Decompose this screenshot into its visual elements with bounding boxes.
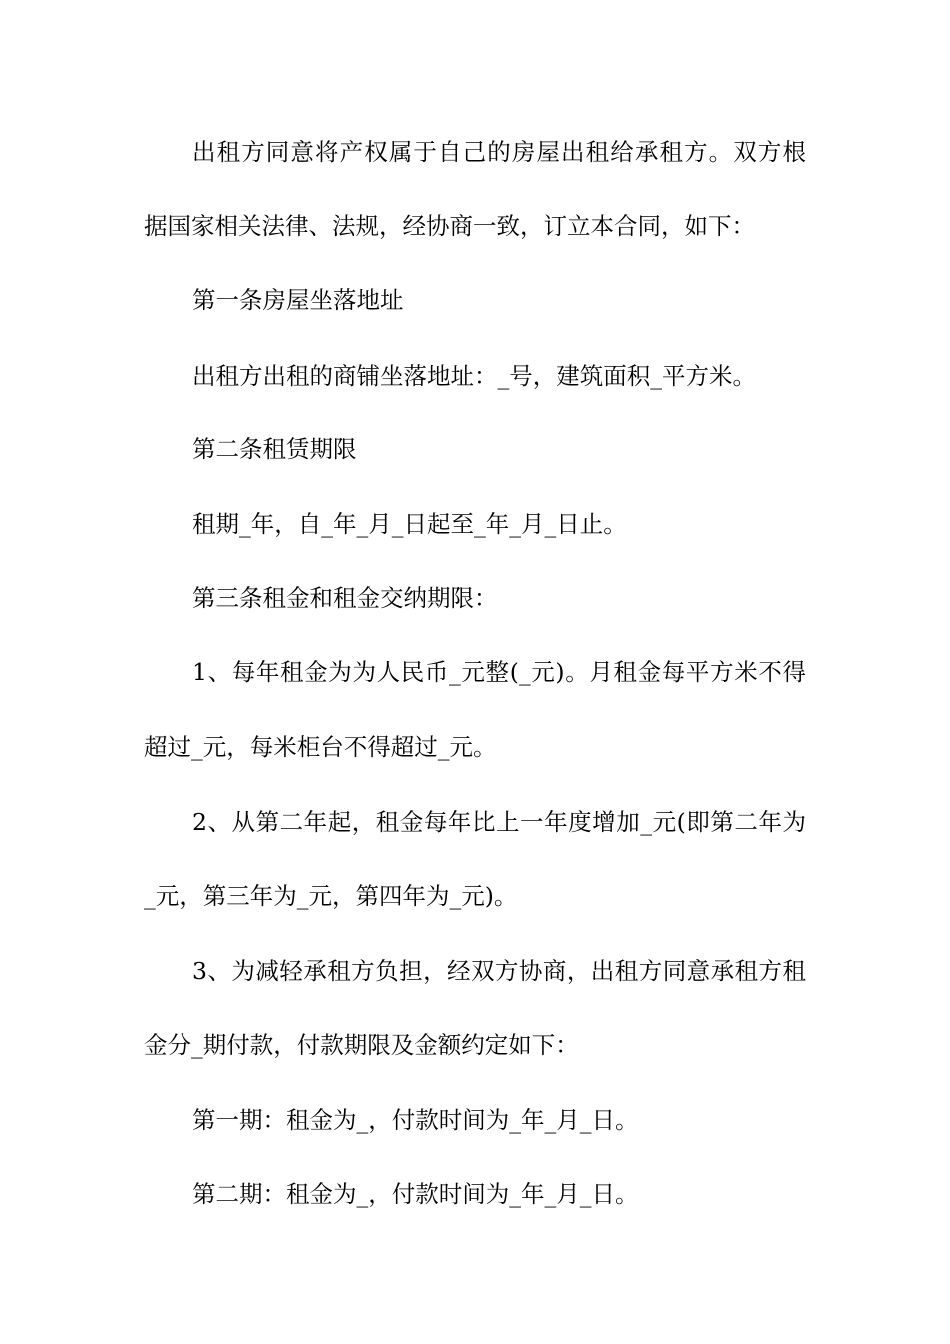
article-2-heading: 第二条租赁期限 xyxy=(192,435,357,463)
paragraph-intro-line-2: 据国家相关法律、法规，经协商一致，订立本合同，如下： xyxy=(144,212,755,240)
document-page xyxy=(144,0,806,1344)
article-2-body: 租期_年，自_年_月_日起至_年_月_日止。 xyxy=(192,510,627,538)
installment-2: 第二期：租金为_，付款时间为_年_月_日。 xyxy=(192,1180,639,1208)
clause-1-line-1: 1、每年租金为为人民币_元整(_元)。月租金每平方米不得 xyxy=(192,658,806,686)
clause-3-line-1: 3、为减轻承租方负担，经双方协商，出租方同意承租方租 xyxy=(192,957,806,985)
article-3-heading: 第三条租金和租金交纳期限： xyxy=(192,584,498,612)
clause-1-line-2: 超过_元，每米柜台不得超过_元。 xyxy=(144,733,497,761)
article-1-heading: 第一条房屋坐落地址 xyxy=(192,286,404,314)
clause-2-line-2: _元，第三年为_元，第四年为_元)。 xyxy=(144,882,518,910)
clause-2-line-1: 2、从第二年起，租金每年比上一年度增加_元(即第二年为 xyxy=(192,808,806,836)
article-1-body: 出租方出租的商铺坐落地址：_号，建筑面积_平方米。 xyxy=(192,362,756,390)
installment-1: 第一期：租金为_，付款时间为_年_月_日。 xyxy=(192,1106,639,1134)
clause-3-line-2: 金分_期付款，付款期限及金额约定如下： xyxy=(144,1031,579,1059)
paragraph-intro-line-1: 出租方同意将产权属于自己的房屋出租给承租方。双方根 xyxy=(192,138,806,166)
